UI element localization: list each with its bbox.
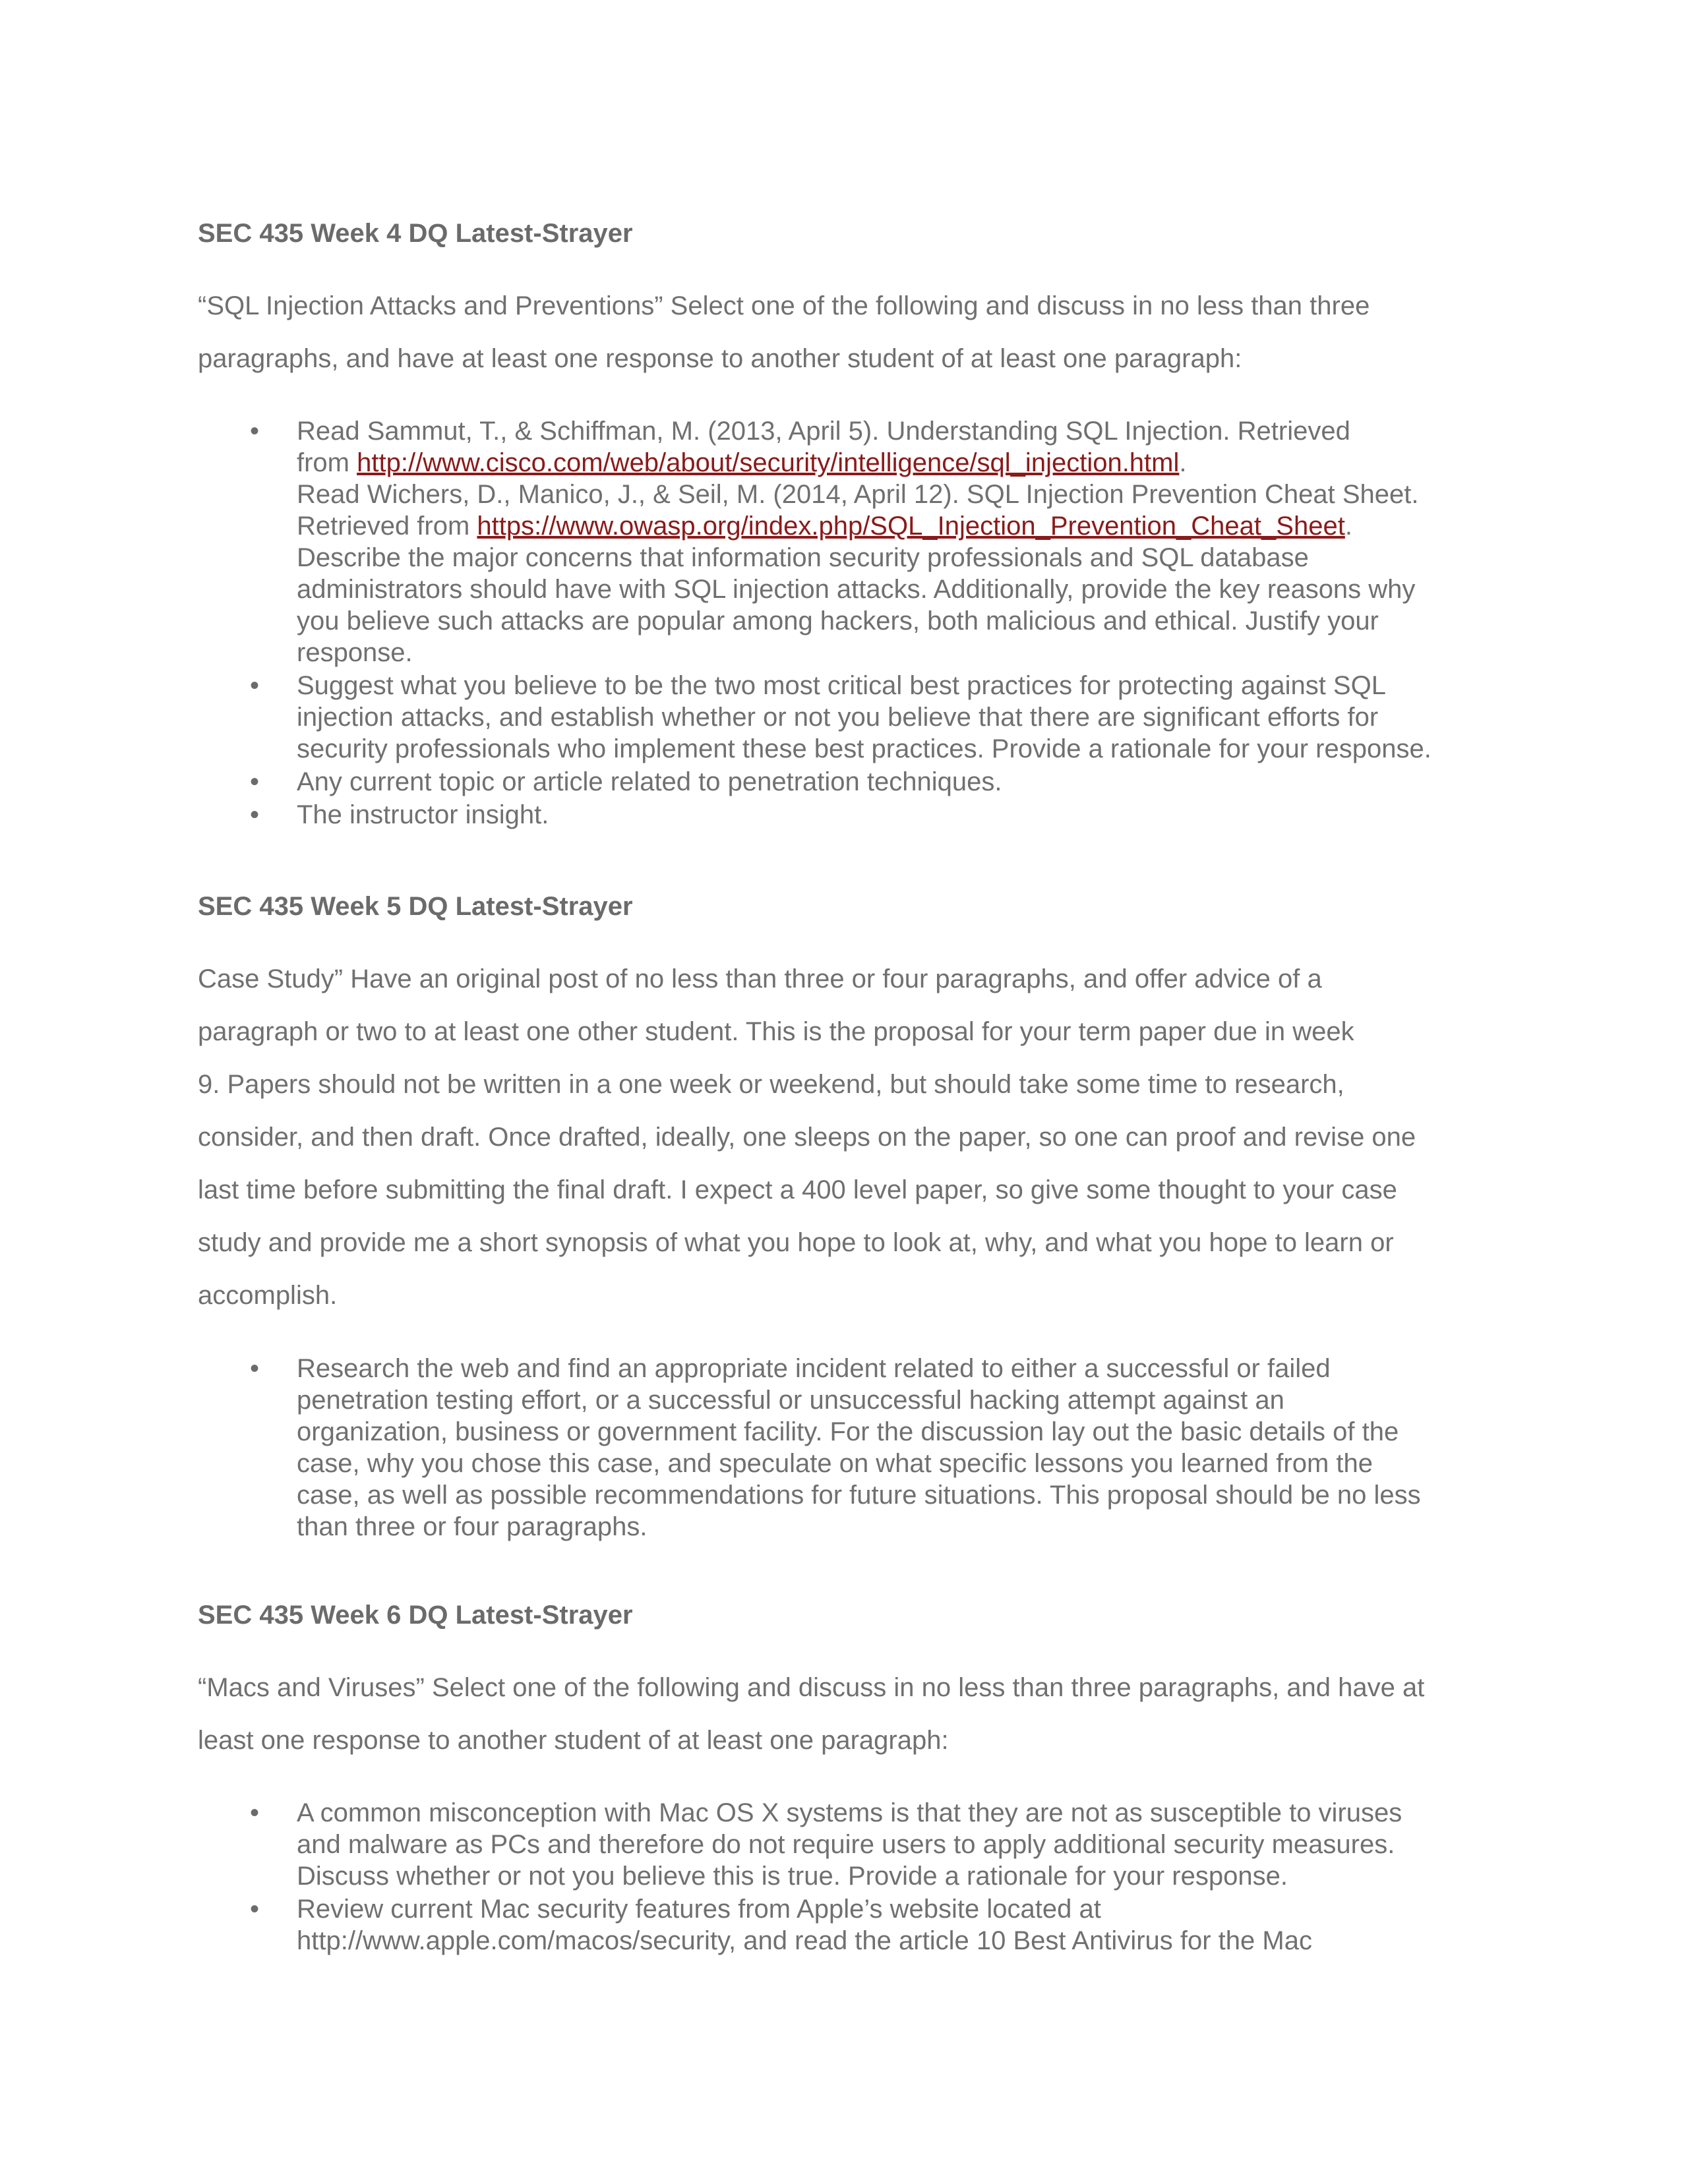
week4-option-2-line-3: security professionals who implement these best practices. Provide a rationale for your response. (297, 734, 1432, 763)
week6-intro (198, 1661, 1503, 1767)
week5-intro-line-4: consider, and then draft. Once drafted, ideally, one sleeps on the paper, so one can proof and revise one (198, 1123, 1416, 1152)
week6-heading: SEC 435 Week 6 DQ Latest-Strayer (198, 1601, 633, 1630)
week4-option-3-line-1: Any current topic or article related to penetration techniques. (297, 767, 1002, 796)
week5-heading: SEC 435 Week 5 DQ Latest-Strayer (198, 892, 633, 921)
week4-option-4 (198, 799, 1490, 831)
bullet-icon: • (249, 1895, 259, 1924)
week4-option-3 (198, 766, 1490, 798)
week4-option-2 (198, 670, 1490, 765)
week4-option-1-line-7: you believe such attacks are popular among hackers, both malicious and ethical. Justify your (297, 606, 1379, 635)
week6-option-2-line-1: Review current Mac security features from Apple’s website located at (297, 1895, 1101, 1924)
week6-option-1-line-2: and malware as PCs and therefore do not require users to apply additional security measures. (297, 1830, 1395, 1859)
week5-option-1-line-5: case, as well as possible recommendations for future situations. This proposal should be no less (297, 1481, 1421, 1510)
link-prefix: Retrieved from (297, 512, 477, 541)
week4-intro-line-1: “SQL Injection Attacks and Preventions” Select one of the following and discuss in no less than three (198, 291, 1370, 320)
week4-option-1-line-5: Describe the major concerns that information security professionals and SQL database (297, 543, 1309, 572)
link-suffix: . (1344, 512, 1352, 541)
cisco-sql-injection-link[interactable]: http://www.cisco.com/web/about/security/intelligence/sql_injection.html (357, 448, 1180, 477)
week4-option-1-line-3: Read Wichers, D., Manico, J., & Seil, M. (2014, April 12). SQL Injection Prevention Cheat Sheet. (297, 480, 1419, 509)
week4-intro-line-2: paragraphs, and have at least one response to another student of at least one paragraph: (198, 344, 1242, 373)
week6-option-1-line-1: A common misconception with Mac OS X systems is that they are not as susceptible to viruses (297, 1798, 1402, 1827)
week4-intro (198, 280, 1503, 385)
week5-intro-line-3: 9. Papers should not be written in a one week or weekend, but should take some time to research, (198, 1070, 1344, 1099)
week5-intro (198, 953, 1503, 1322)
owasp-cheat-sheet-link[interactable]: https://www.owasp.org/index.php/SQL_Injection_Prevention_Cheat_Sheet (477, 512, 1345, 541)
week4-option-1 (198, 415, 1490, 668)
week6-intro-line-1: “Macs and Viruses” Select one of the following and discuss in no less than three paragraphs, and have at (198, 1673, 1425, 1702)
bullet-icon: • (249, 767, 259, 796)
week4-option-4-line-1: The instructor insight. (297, 800, 549, 829)
week4-heading: SEC 435 Week 4 DQ Latest-Strayer (198, 219, 633, 248)
bullet-icon: • (249, 417, 259, 446)
week6-option-1-line-3: Discuss whether or not you believe this is true. Provide a rationale for your response. (297, 1862, 1288, 1891)
link-prefix: from (297, 448, 357, 477)
week4-option-1-line-6: administrators should have with SQL injection attacks. Additionally, provide the key reasons why (297, 575, 1416, 604)
week4-option-2-line-2: injection attacks, and establish whether or not you believe that there are significant efforts for (297, 703, 1379, 732)
week5-option-1 (198, 1353, 1490, 1543)
week6-intro-line-2: least one response to another student of at least one paragraph: (198, 1726, 949, 1755)
week5-intro-line-6: study and provide me a short synopsis of what you hope to look at, why, and what you hope to learn or (198, 1228, 1394, 1257)
bullet-icon: • (249, 800, 259, 829)
week5-option-1-line-6: than three or four paragraphs. (297, 1512, 648, 1541)
week6-option-2 (198, 1893, 1490, 1957)
week5-intro-line-5: last time before submitting the final draft. I expect a 400 level paper, so give some thought to your case (198, 1175, 1397, 1204)
week4-option-1-line-8: response. (297, 638, 413, 667)
week6-option-2-line-2: http://www.apple.com/macos/security, and read the article 10 Best Antivirus for the Mac (297, 1926, 1312, 1955)
bullet-icon: • (249, 1798, 259, 1827)
week5-option-1-line-4: case, why you chose this case, and speculate on what specific lessons you learned from the (297, 1449, 1373, 1478)
link-suffix: . (1179, 448, 1187, 477)
week5-option-1-line-1: Research the web and find an appropriate incident related to either a successful or failed (297, 1354, 1331, 1383)
week5-options-list (198, 1353, 1490, 1544)
week4-option-1-line-2 (297, 447, 1490, 479)
week5-option-1-line-3: organization, business or government facility. For the discussion lay out the basic details of the (297, 1417, 1399, 1446)
week4-option-1-line-1: Read Sammut, T., & Schiffman, M. (2013, April 5). Understanding SQL Injection. Retrieved (297, 417, 1350, 446)
week4-option-2-line-1: Suggest what you believe to be the two most critical best practices for protecting against SQL (297, 671, 1386, 700)
bullet-icon: • (249, 1354, 259, 1383)
week4-options-list (198, 415, 1490, 832)
week5-option-1-line-2: penetration testing effort, or a successful or unsuccessful hacking attempt against an (297, 1386, 1284, 1415)
week6-option-1 (198, 1797, 1490, 1892)
week6-options-list (198, 1797, 1490, 1958)
week5-intro-line-7: accomplish. (198, 1281, 338, 1310)
week4-option-1-line-4 (297, 510, 1490, 542)
week5-intro-line-2: paragraph or two to at least one other student. This is the proposal for your term paper due in week (198, 1017, 1354, 1046)
bullet-icon: • (249, 671, 259, 700)
week5-intro-line-1: Case Study” Have an original post of no less than three or four paragraphs, and offer advice of a (198, 964, 1322, 993)
